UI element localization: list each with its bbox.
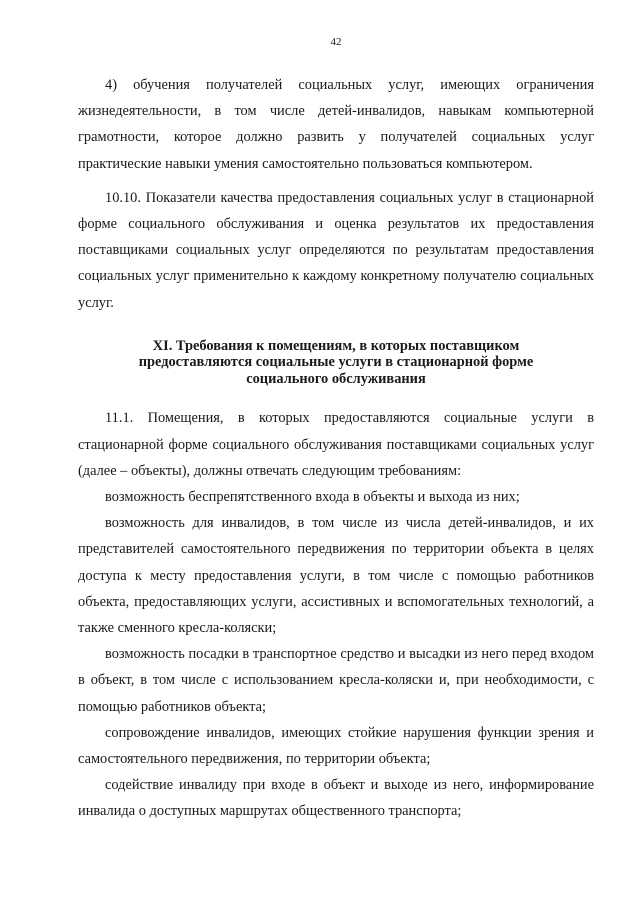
section-heading (92, 338, 580, 388)
requirement-assistance-info: содействие инвалиду при входе в объект и выходе из него, информирование инвалида о доступных маршрутах общественного транспорта; (78, 777, 594, 820)
paragraph-10-10: 10.10. Показатели качества предоставления социальных услуг в стационарной форме социального обслуживания и оценка результатов их предоставления поставщиками социальных услуг определяются по результатам предоставления социальных услуг применительно к каждому конкретному получателю социальных услуг. (78, 189, 594, 311)
requirement-entrance-exit: возможность беспрепятственного входа в объекты и выхода из них; (105, 488, 520, 505)
paragraph-item-4: 4) обучения получателей социальных услуг, имеющих ограничения жизнедеятельности, в том числе детей-инвалидов, навыкам компьютерной грамотности, которое должно развить у получателей социальных услуг практические навыки умения самостоятельно пользоваться компьютером. (78, 77, 594, 172)
section-heading-line-1: XI. Требования к помещениям, в которых поставщиком (152, 337, 520, 354)
requirement-transport-boarding: возможность посадки в транспортное средство и высадки из него перед входом в объект, в том числе с использованием кресла-коляски и, при необходимости, с помощью работников объекта; (78, 646, 594, 715)
section-heading-line-2: предоставляются социальные услуги в стационарной форме (138, 354, 534, 371)
section-heading-line-3: социального обслуживания (246, 370, 426, 387)
requirement-escort: сопровождение инвалидов, имеющих стойкие нарушения функции зрения и самостоятельного передвижения, по территории объекта; (78, 724, 594, 767)
document-page (78, 36, 594, 825)
page-number: 42 (330, 36, 342, 48)
paragraph-11-1: 11.1. Помещения, в которых предоставляются социальные услуги в стационарной форме социального обслуживания поставщиками социальных услуг (далее – объекты), должны отвечать следующим требованиям: (78, 410, 594, 479)
requirement-movement: возможность для инвалидов, в том числе из числа детей-инвалидов, и их представителей самостоятельного передвижения по территории объекта в целях доступа к месту предоставления услуги, в том числе с помощью работников объекта, предоставляющих услуги, ассистивных и вспомогательных технологий, а также сменного кресла-коляски; (78, 515, 594, 636)
